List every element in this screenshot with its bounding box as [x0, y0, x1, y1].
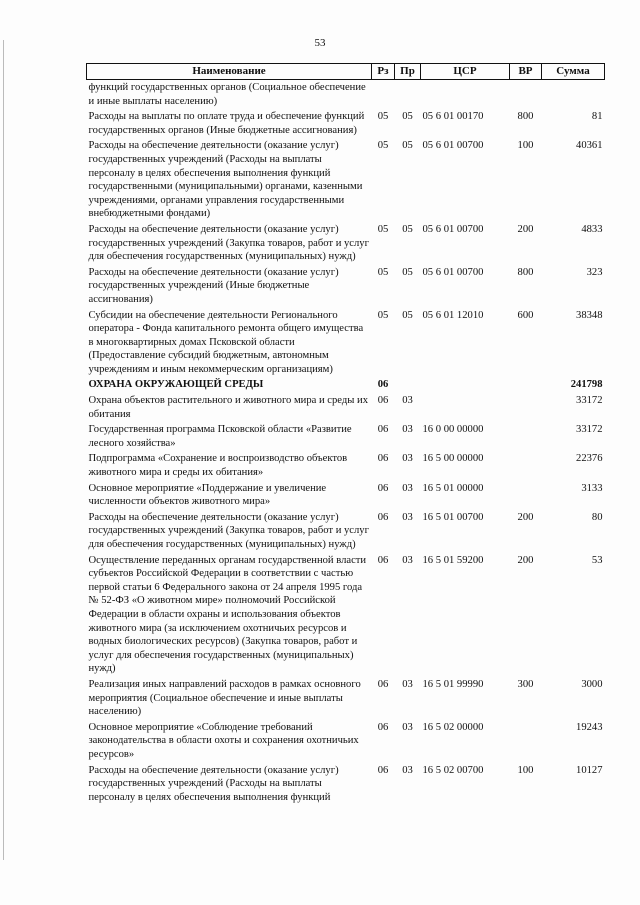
cell-sum: 80	[591, 511, 603, 523]
cell-vr	[510, 481, 542, 510]
cell-name: Осуществление переданных органам государственной власти субъектов Российской Федерации в соответствии с частью первой статьи 6 Федерального закона от 24 апреля 1995 года № 52-ФЗ «О животном мире» полномочий Российской Федерации в области охраны и использования объектов животного мира (за исключением охотничьих ресурсов и водных биологических ресурсов) (Закупка товаров, работ и услуг для обеспечения государственных (муниципальных) нужд)	[88, 554, 367, 675]
cell-csr: 05 6 01 00700	[422, 266, 484, 278]
header-rz: Рз	[372, 64, 395, 80]
table-row	[87, 510, 605, 553]
cell-csr: 16 5 02 00700	[422, 764, 484, 776]
page-number: 53	[314, 37, 326, 49]
table-row	[87, 763, 605, 806]
cell-vr	[510, 451, 542, 480]
cell-csr: 05 6 01 00700	[422, 223, 484, 235]
cell-name: Расходы на обеспечение деятельности (оказание услуг) государственных учреждений (Закупка товаров, работ и услуг для обеспечения государственных (муниципальных) нужд)	[88, 511, 369, 550]
table-row	[87, 222, 605, 265]
cell-name: Подпрограмма «Сохранение и воспроизводство объектов животного мира и среды их обитания»	[88, 453, 348, 479]
table-row	[87, 393, 605, 422]
cell-sum: 10127	[576, 764, 603, 776]
cell-pr: 05	[402, 111, 413, 123]
cell-name: Расходы на обеспечение деятельности (оказание услуг) государственных учреждений (Закупка товаров, работ и услуг для обеспечения государственных (муниципальных) нужд)	[88, 223, 369, 263]
scan-edge-mark	[3, 40, 4, 860]
cell-csr: 16 5 00 00000	[422, 453, 484, 465]
cell-pr: 03	[402, 554, 413, 566]
header-pr: Пр	[395, 64, 421, 80]
cell-csr: 16 5 01 59200	[422, 554, 484, 566]
table-row	[87, 265, 605, 308]
cell-csr: 16 5 02 00000	[422, 721, 484, 733]
cell-pr: 03	[402, 678, 413, 690]
cell-csr: 16 5 01 00000	[422, 482, 484, 494]
table-row	[87, 422, 605, 451]
header-sum: Сумма	[542, 64, 605, 80]
cell-vr	[510, 80, 542, 110]
cell-csr: 16 0 00 00000	[422, 424, 484, 436]
cell-csr	[421, 377, 510, 393]
cell-name: Расходы на выплаты по оплате труда и обеспечение функций государственных органов (Иные бюджетные ассигнования)	[88, 111, 365, 136]
cell-pr: 03	[402, 453, 413, 465]
cell-name: Основное мероприятие «Соблюдение требований законодательства в области охоты и сохранения охотничьих ресурсов»	[88, 721, 359, 760]
cell-rz: 06	[377, 721, 389, 733]
cell-rz: 06	[377, 379, 389, 391]
cell-name: Реализация иных направлений расходов в рамках основного мероприятия (Социальное обеспечение и иные выплаты населению)	[88, 678, 361, 718]
cell-sum: 19243	[576, 721, 603, 733]
cell-pr: 03	[402, 424, 413, 436]
cell-vr	[510, 720, 542, 763]
cell-sum: 3133	[581, 482, 603, 494]
cell-sum	[542, 80, 605, 110]
cell-pr: 05	[402, 140, 413, 152]
table-row	[87, 80, 605, 110]
cell-pr: 03	[402, 482, 413, 494]
cell-rz: 06	[377, 511, 389, 523]
cell-csr	[421, 80, 510, 110]
cell-pr: 03	[402, 764, 413, 776]
cell-rz	[372, 80, 395, 110]
section-heading-row	[87, 377, 605, 393]
cell-pr	[395, 80, 421, 110]
cell-rz: 06	[377, 424, 389, 436]
header-vr: ВР	[510, 64, 542, 80]
table-row	[87, 109, 605, 138]
header-csr: ЦСР	[421, 64, 510, 80]
cell-pr: 05	[402, 266, 413, 278]
cell-vr: 100	[517, 140, 534, 152]
cell-pr: 05	[402, 309, 413, 321]
cell-csr: 05 6 01 00700	[422, 140, 484, 152]
cell-name: функций государственных органов (Социальное обеспечение и иные выплаты населению)	[88, 82, 366, 107]
cell-rz: 06	[377, 482, 389, 494]
header-name: Наименование	[87, 64, 372, 80]
table-row	[87, 308, 605, 378]
cell-sum: 241798	[570, 379, 603, 391]
cell-pr: 03	[402, 511, 413, 523]
cell-rz: 06	[377, 678, 389, 690]
cell-sum: 323	[586, 266, 603, 278]
cell-vr: 200	[517, 223, 534, 235]
cell-name: Государственная программа Псковской области «Развитие лесного хозяйства»	[88, 424, 352, 449]
budget-table	[86, 63, 605, 805]
cell-csr: 05 6 01 00170	[422, 111, 484, 123]
table-row	[87, 451, 605, 480]
cell-vr: 100	[517, 764, 534, 776]
table-row	[87, 553, 605, 677]
cell-pr: 03	[402, 395, 413, 407]
cell-csr	[421, 393, 510, 422]
cell-vr	[510, 377, 542, 393]
table-row	[87, 720, 605, 763]
table-header-row	[87, 64, 605, 80]
cell-rz: 05	[377, 111, 389, 123]
cell-sum: 33172	[576, 424, 603, 436]
cell-csr: 16 5 01 00700	[422, 511, 484, 523]
cell-rz: 05	[377, 223, 389, 235]
cell-vr: 200	[517, 511, 534, 523]
cell-sum: 53	[591, 554, 603, 566]
cell-name: Субсидии на обеспечение деятельности Регионального оператора - Фонда капитального ремонта общего имущества в многоквартирных домах Псковской области (Предоставление субсидий бюджетным, автономным учреждениям и иным некоммерческим организациям)	[88, 309, 364, 375]
table-row	[87, 138, 605, 222]
cell-sum: 33172	[576, 395, 603, 407]
cell-rz: 06	[377, 395, 389, 407]
cell-sum: 22376	[576, 453, 603, 465]
cell-name: Охрана объектов растительного и животного мира и среды их обитания	[88, 395, 368, 420]
cell-vr: 600	[517, 309, 534, 321]
cell-rz: 05	[377, 266, 389, 278]
cell-vr: 800	[517, 266, 534, 278]
cell-vr: 200	[517, 554, 534, 566]
cell-sum: 38348	[576, 309, 603, 321]
cell-name: Расходы на обеспечение деятельности (оказание услуг) государственных учреждений (Расходы на выплаты персоналу в целях обеспечения выполнения функций	[88, 764, 339, 803]
cell-vr	[510, 422, 542, 451]
cell-sum: 3000	[581, 678, 603, 690]
cell-name: Основное мероприятие «Поддержание и увеличение численности объектов животного мира»	[88, 482, 327, 508]
cell-csr: 05 6 01 12010	[422, 309, 484, 321]
cell-vr: 800	[517, 111, 534, 123]
cell-rz: 05	[377, 309, 389, 321]
cell-rz: 05	[377, 140, 389, 152]
cell-rz: 06	[377, 764, 389, 776]
cell-vr: 300	[517, 678, 534, 690]
cell-sum: 4833	[581, 223, 603, 235]
cell-sum: 81	[591, 111, 603, 123]
cell-pr: 05	[402, 223, 413, 235]
cell-name: Расходы на обеспечение деятельности (оказание услуг) государственных учреждений (Иные бюджетные ассигнования)	[88, 266, 339, 305]
cell-rz: 06	[377, 554, 389, 566]
cell-pr: 03	[402, 721, 413, 733]
table-row	[87, 481, 605, 510]
cell-csr: 16 5 01 99990	[422, 678, 484, 690]
cell-rz: 06	[377, 453, 389, 465]
cell-vr	[510, 393, 542, 422]
cell-pr	[395, 377, 421, 393]
table-row	[87, 677, 605, 720]
cell-sum: 40361	[576, 140, 603, 152]
cell-name: ОХРАНА ОКРУЖАЮЩЕЙ СРЕДЫ	[88, 379, 264, 391]
cell-name: Расходы на обеспечение деятельности (оказание услуг) государственных учреждений (Расходы на выплаты персоналу в целях обеспечения выполнения функций государственными (муниципальными) органами, казенными учреждениями, органами управления государственными внебюджетными фондами)	[88, 140, 363, 220]
